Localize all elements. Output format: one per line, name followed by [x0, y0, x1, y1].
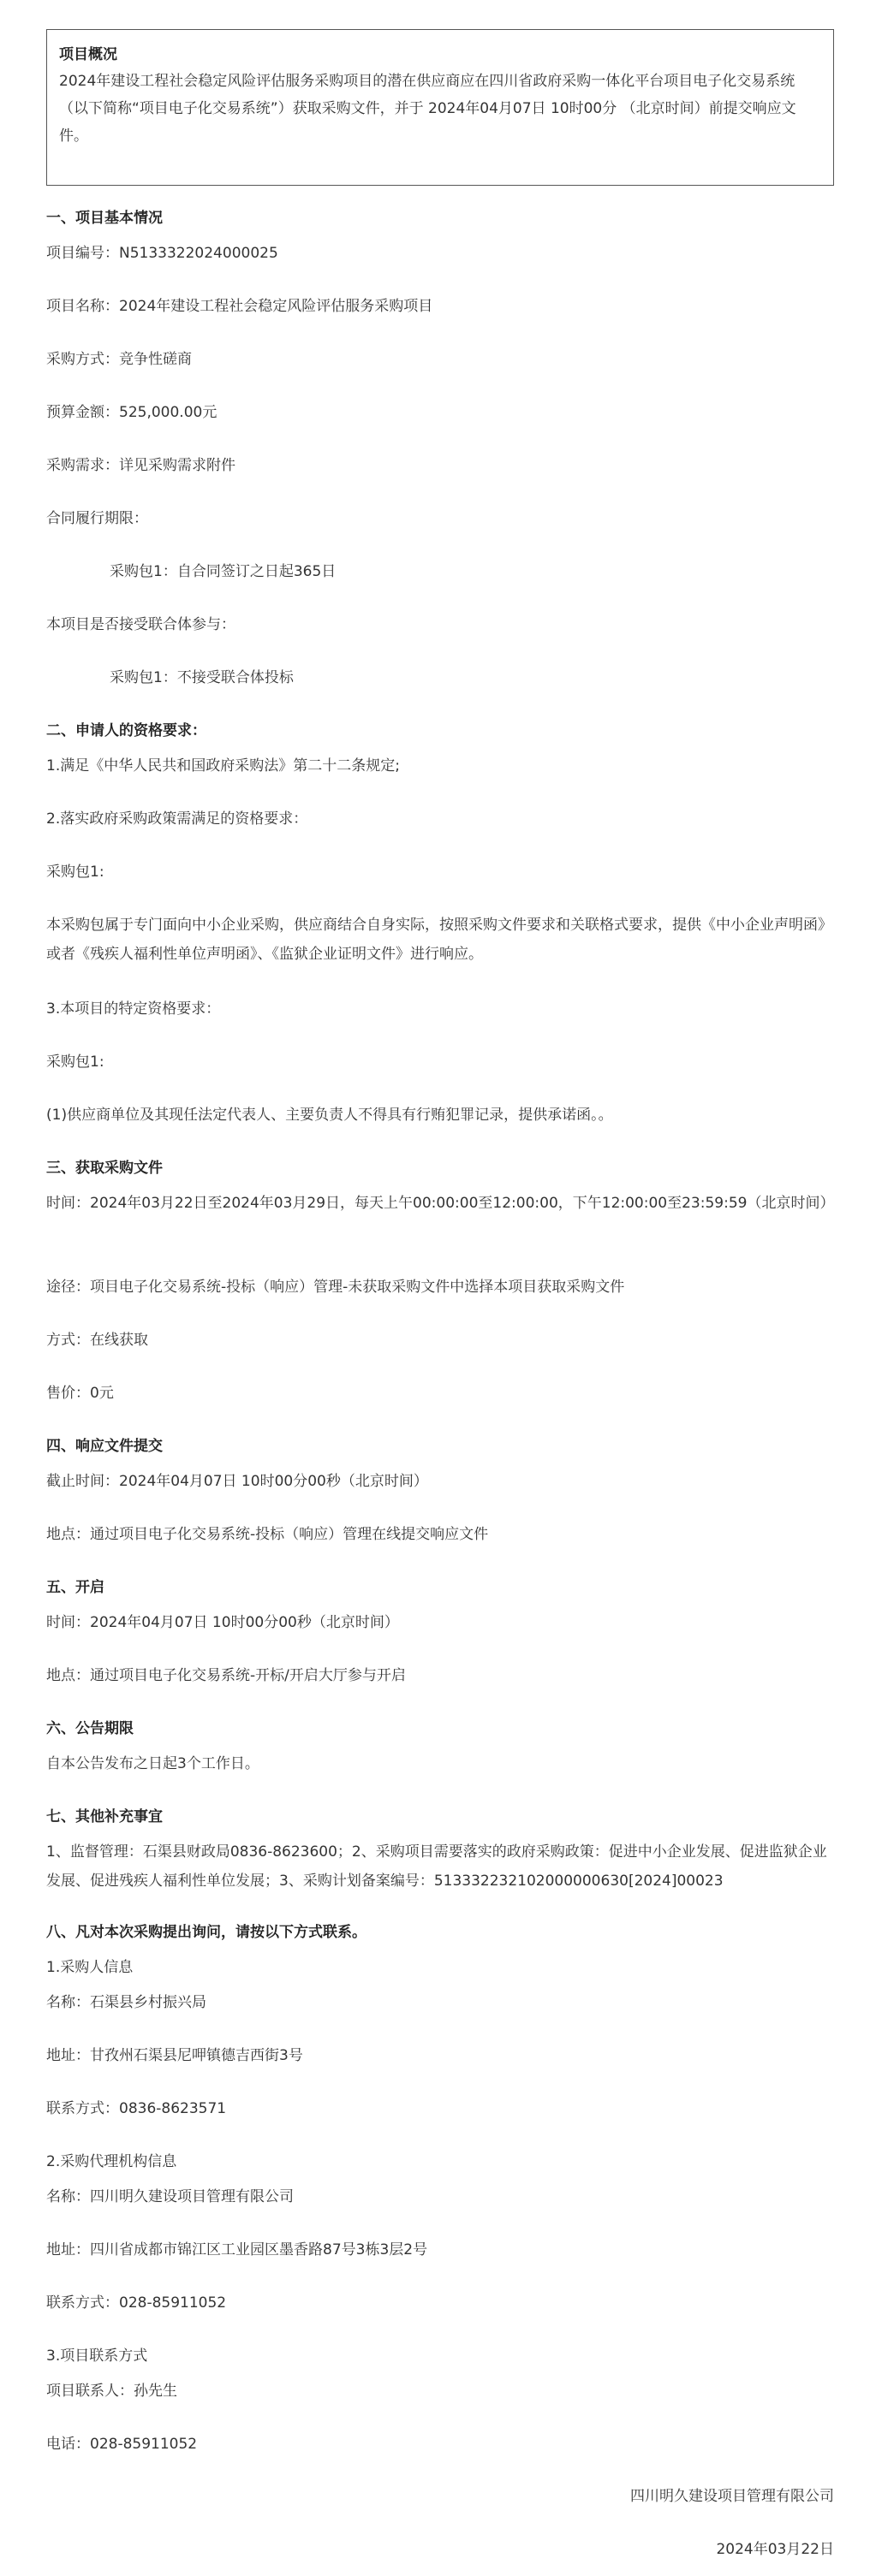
purchase-method: 采购方式：竞争性磋商	[46, 351, 192, 368]
section-3-heading: 三、获取采购文件	[46, 1160, 163, 1177]
footer-organization: 四川明久建设项目管理有限公司	[630, 2488, 834, 2505]
agent-address: 地址：四川省成都市锦江区工业园区墨香路87号3栋3层2号	[46, 2241, 428, 2258]
submit-deadline: 截止时间：2024年04月07日 10时00分00秒（北京时间）	[46, 1473, 428, 1490]
supplementary-text: 1、监督管理：石渠县财政局0836-8623600；2、采购项目需要落实的政府采购政策：促进中小企业发展、促进监狱企业发展、促进残疾人福利性单位发展；3、采购计划备案编号：513332232102000000630[2024]00023	[46, 1843, 827, 1890]
requirement-1: 1.满足《中华人民共和国政府采购法》第二十二条规定;	[46, 757, 400, 775]
requirement-2: 2.落实政府采购政策需满足的资格要求：	[46, 810, 308, 828]
project-overview-box	[46, 29, 834, 186]
agent-phone: 联系方式：028-85911052	[46, 2294, 227, 2312]
contract-period-label: 合同履行期限：	[46, 510, 148, 527]
obtain-time: 时间：2024年03月22日至2024年03月29日，每天上午00:00:00至12:00:00，下午12:00:00至23:59:59（北京时间）	[46, 1195, 835, 1212]
section-1-heading: 一、项目基本情况	[46, 210, 163, 227]
contact-label: 3.项目联系方式	[46, 2347, 148, 2365]
section-8-heading: 八、凡对本次采购提出询问，请按以下方式联系。	[46, 1924, 366, 1941]
buyer-address: 地址：甘孜州石渠县尼呷镇德吉西街3号	[46, 2047, 303, 2064]
section-6-heading: 六、公告期限	[46, 1720, 134, 1737]
requirement-3: 3.本项目的特定资格要求：	[46, 1000, 221, 1018]
requirement-3-package: 采购包1:	[46, 1054, 104, 1071]
contract-period-package: 采购包1：自合同签订之日起365日	[110, 563, 337, 580]
section-2-heading: 二、申请人的资格要求：	[46, 722, 206, 739]
section-4-heading: 四、响应文件提交	[46, 1438, 163, 1455]
project-name: 项目名称：2024年建设工程社会稳定风险评估服务采购项目	[46, 298, 433, 315]
opening-place: 地点：通过项目电子化交易系统-开标/开启大厅参与开启	[46, 1667, 406, 1684]
agent-name: 名称：四川明久建设项目管理有限公司	[46, 2188, 294, 2205]
purchase-demand: 采购需求：详见采购需求附件	[46, 457, 235, 474]
agent-label: 2.采购代理机构信息	[46, 2153, 177, 2170]
submit-place: 地点：通过项目电子化交易系统-投标（响应）管理在线提交响应文件	[46, 1526, 489, 1543]
footer-date: 2024年03月22日	[716, 2541, 834, 2558]
overview-text: 2024年建设工程社会稳定风险评估服务采购项目的潜在供应商应在四川省政府采购一体化平台项目电子化交易系统（以下简称“项目电子化交易系统”）获取采购文件，并于 2024年04月07日 10时00分 （北京时间）前提交响应文件。	[59, 73, 796, 145]
opening-time: 时间：2024年04月07日 10时00分00秒（北京时间）	[46, 1614, 399, 1631]
section-5-heading: 五、开启	[46, 1579, 104, 1596]
contact-phone: 电话：028-85911052	[46, 2436, 198, 2453]
obtain-price: 售价：0元	[46, 1385, 114, 1402]
obtain-mode: 方式：在线获取	[46, 1332, 148, 1349]
budget-amount: 预算金额：525,000.00元	[46, 404, 218, 421]
buyer-label: 1.采购人信息	[46, 1959, 134, 1976]
requirement-3-text: (1)供应商单位及其现任法定代表人、主要负责人不得具有行贿犯罪记录，提供承诺函。。	[46, 1107, 613, 1124]
overview-title: 项目概况	[59, 46, 117, 63]
notice-period: 自本公告发布之日起3个工作日。	[46, 1755, 259, 1772]
project-code: 项目编号：N5133322024000025	[46, 245, 278, 262]
contact-person: 项目联系人：孙先生	[46, 2383, 177, 2400]
requirement-2-text: 本采购包属于专门面向中小企业采购，供应商结合自身实际，按照采购文件要求和关联格式要求，提供《中小企业声明函》或者《残疾人福利性单位声明函》、《监狱企业证明文件》进行响应。	[46, 917, 832, 963]
obtain-way: 途径：项目电子化交易系统-投标（响应）管理-未获取采购文件中选择本项目获取采购文件	[46, 1279, 625, 1296]
buyer-name: 名称：石渠县乡村振兴局	[46, 1994, 206, 2011]
consortium-package: 采购包1：不接受联合体投标	[110, 669, 294, 686]
section-7-heading: 七、其他补充事宜	[46, 1808, 163, 1825]
buyer-phone: 联系方式：0836-8623571	[46, 2100, 227, 2117]
consortium-label: 本项目是否接受联合体参与：	[46, 616, 235, 633]
requirement-2-package: 采购包1:	[46, 864, 104, 881]
